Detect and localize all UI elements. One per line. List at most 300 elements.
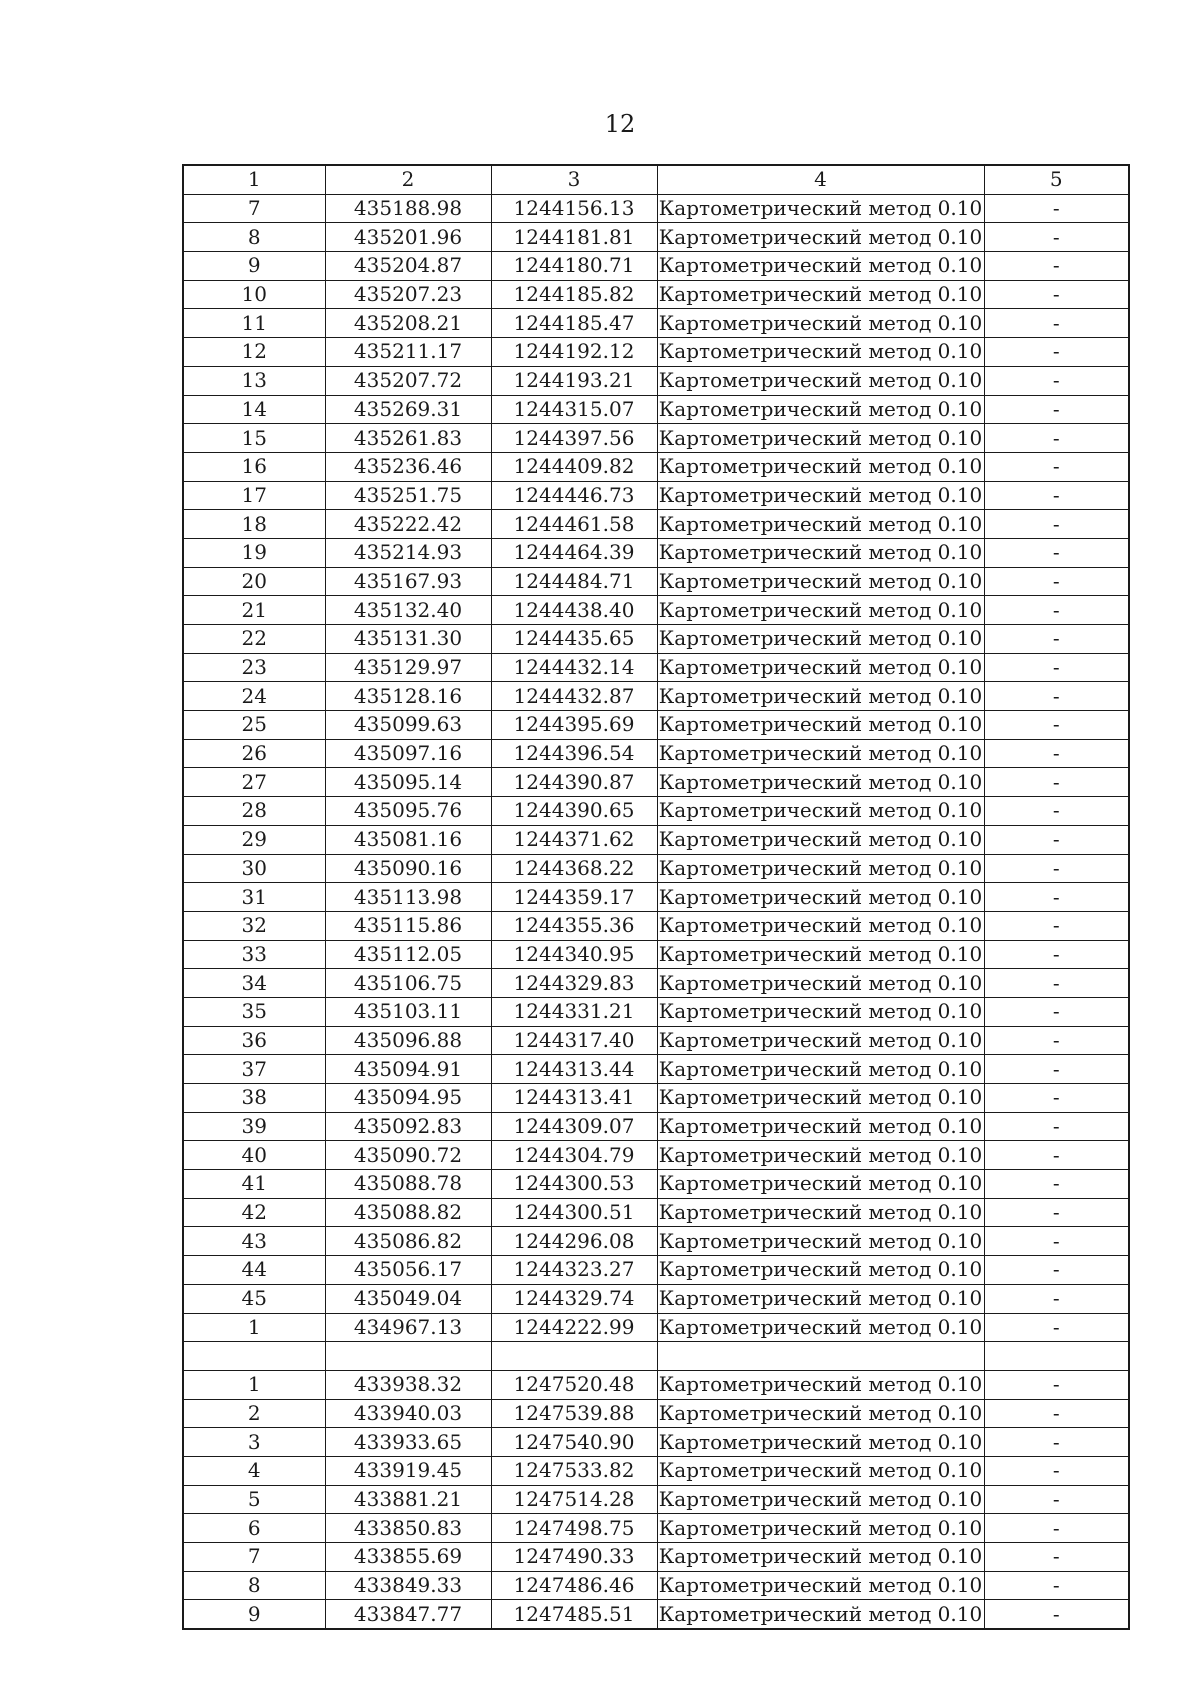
point-number-cell: 45 [183, 1284, 325, 1313]
method-cell: Картометрический метод 0.10 [657, 1256, 984, 1285]
table-row [183, 194, 1129, 223]
point-number-cell: 26 [183, 739, 325, 768]
table-row [183, 711, 1129, 740]
method-cell: Картометрический метод 0.10 [657, 510, 984, 539]
method-cell: Картометрический метод 0.10 [657, 1141, 984, 1170]
table-row [183, 1227, 1129, 1256]
table-row [183, 481, 1129, 510]
y-coordinate-cell: 1244315.07 [491, 395, 657, 424]
point-number-cell: 35 [183, 997, 325, 1026]
point-number-cell: 30 [183, 854, 325, 883]
header-cell-3: 3 [491, 165, 657, 194]
table-row [183, 567, 1129, 596]
method-cell: Картометрический метод 0.10 [657, 940, 984, 969]
method-cell: Картометрический метод 0.10 [657, 1571, 984, 1600]
x-coordinate-cell: 435099.63 [325, 711, 491, 740]
table-row [183, 1600, 1129, 1629]
y-coordinate-cell: 1244355.36 [491, 911, 657, 940]
note-cell: - [984, 194, 1129, 223]
x-coordinate-cell: 435094.91 [325, 1055, 491, 1084]
table-row [183, 252, 1129, 281]
note-cell: - [984, 1026, 1129, 1055]
method-cell: Картометрический метод 0.10 [657, 883, 984, 912]
method-cell: Картометрический метод 0.10 [657, 452, 984, 481]
y-coordinate-cell: 1244329.83 [491, 969, 657, 998]
x-coordinate-cell: 435132.40 [325, 596, 491, 625]
method-cell: Картометрический метод 0.10 [657, 739, 984, 768]
note-cell: - [984, 883, 1129, 912]
point-number-cell: 41 [183, 1170, 325, 1199]
note-cell: - [984, 1514, 1129, 1543]
note-cell: - [984, 252, 1129, 281]
table-row [183, 1514, 1129, 1543]
x-coordinate-cell: 435131.30 [325, 625, 491, 654]
x-coordinate-cell: 435269.31 [325, 395, 491, 424]
y-coordinate-cell: 1244185.47 [491, 309, 657, 338]
table-row [183, 940, 1129, 969]
point-number-cell: 37 [183, 1055, 325, 1084]
y-coordinate-cell: 1244331.21 [491, 997, 657, 1026]
point-number-cell: 7 [183, 1543, 325, 1572]
y-coordinate-cell: 1244192.12 [491, 338, 657, 367]
header-row [183, 165, 1129, 194]
point-number-cell: 22 [183, 625, 325, 654]
table-row [183, 366, 1129, 395]
y-coordinate-cell: 1244340.95 [491, 940, 657, 969]
point-number-cell: 17 [183, 481, 325, 510]
method-cell: Картометрический метод 0.10 [657, 1170, 984, 1199]
table-row [183, 797, 1129, 826]
method-cell: Картометрический метод 0.10 [657, 1284, 984, 1313]
note-cell: - [984, 1313, 1129, 1342]
point-number-cell: 39 [183, 1112, 325, 1141]
note-cell: - [984, 711, 1129, 740]
x-coordinate-cell: 433919.45 [325, 1456, 491, 1485]
note-cell: - [984, 1170, 1129, 1199]
x-coordinate-cell: 435201.96 [325, 223, 491, 252]
x-coordinate-cell: 433933.65 [325, 1428, 491, 1457]
point-number-cell: 2 [183, 1399, 325, 1428]
method-cell: Картометрический метод 0.10 [657, 1543, 984, 1572]
point-number-cell: 21 [183, 596, 325, 625]
table-row [183, 596, 1129, 625]
point-number-cell: 34 [183, 969, 325, 998]
point-number-cell: 3 [183, 1428, 325, 1457]
note-cell: - [984, 1543, 1129, 1572]
x-coordinate-cell: 435088.78 [325, 1170, 491, 1199]
x-coordinate-cell: 433940.03 [325, 1399, 491, 1428]
table-row [183, 538, 1129, 567]
y-coordinate-cell: 1247485.51 [491, 1600, 657, 1629]
note-cell: - [984, 309, 1129, 338]
table-row [183, 1198, 1129, 1227]
x-coordinate-cell: 433849.33 [325, 1571, 491, 1600]
point-number-cell: 18 [183, 510, 325, 539]
y-coordinate-cell: 1244446.73 [491, 481, 657, 510]
table-row [183, 1055, 1129, 1084]
table-row [183, 997, 1129, 1026]
point-number-cell: 19 [183, 538, 325, 567]
method-cell: Картометрический метод 0.10 [657, 1370, 984, 1399]
method-cell: Картометрический метод 0.10 [657, 538, 984, 567]
note-cell: - [984, 1571, 1129, 1600]
note-cell: - [984, 825, 1129, 854]
table-row [183, 424, 1129, 453]
table-row [183, 1485, 1129, 1514]
point-number-cell: 8 [183, 223, 325, 252]
table-row [183, 911, 1129, 940]
table-row [183, 625, 1129, 654]
note-cell: - [984, 653, 1129, 682]
table-row [183, 1399, 1129, 1428]
x-coordinate-cell: 435094.95 [325, 1084, 491, 1113]
y-coordinate-cell: 1244368.22 [491, 854, 657, 883]
point-number-cell: 10 [183, 280, 325, 309]
method-cell: Картометрический метод 0.10 [657, 1399, 984, 1428]
y-coordinate-cell: 1244371.62 [491, 825, 657, 854]
method-cell: Картометрический метод 0.10 [657, 1055, 984, 1084]
y-coordinate-cell: 1247520.48 [491, 1370, 657, 1399]
method-cell: Картометрический метод 0.10 [657, 194, 984, 223]
note-cell: - [984, 538, 1129, 567]
table-row [183, 395, 1129, 424]
method-cell: Картометрический метод 0.10 [657, 1313, 984, 1342]
y-coordinate-cell: 1244397.56 [491, 424, 657, 453]
x-coordinate-cell: 435204.87 [325, 252, 491, 281]
method-cell: Картометрический метод 0.10 [657, 338, 984, 367]
y-coordinate-cell: 1244390.65 [491, 797, 657, 826]
method-cell: Картометрический метод 0.10 [657, 911, 984, 940]
y-coordinate-cell: 1247540.90 [491, 1428, 657, 1457]
method-cell: Картометрический метод 0.10 [657, 1428, 984, 1457]
point-number-cell: 8 [183, 1571, 325, 1600]
y-coordinate-cell: 1244300.51 [491, 1198, 657, 1227]
x-coordinate-cell: 433855.69 [325, 1543, 491, 1572]
x-coordinate-cell: 435081.16 [325, 825, 491, 854]
x-coordinate-cell: 435222.42 [325, 510, 491, 539]
note-cell: - [984, 223, 1129, 252]
table-row [183, 510, 1129, 539]
note-cell: - [984, 1198, 1129, 1227]
y-coordinate-cell: 1244432.87 [491, 682, 657, 711]
x-coordinate-cell: 435112.05 [325, 940, 491, 969]
table-row [183, 653, 1129, 682]
y-coordinate-cell: 1244435.65 [491, 625, 657, 654]
note-cell: - [984, 280, 1129, 309]
note-cell: - [984, 1227, 1129, 1256]
method-cell: Картометрический метод 0.10 [657, 567, 984, 596]
header-cell-5: 5 [984, 165, 1129, 194]
note-cell: - [984, 797, 1129, 826]
point-number-cell: 28 [183, 797, 325, 826]
y-coordinate-cell: 1244300.53 [491, 1170, 657, 1199]
method-cell: Картометрический метод 0.10 [657, 424, 984, 453]
note-cell: - [984, 625, 1129, 654]
x-coordinate-cell: 435207.23 [325, 280, 491, 309]
note-cell: - [984, 1256, 1129, 1285]
method-cell [657, 1342, 984, 1371]
x-coordinate-cell: 433847.77 [325, 1600, 491, 1629]
y-coordinate-cell: 1244390.87 [491, 768, 657, 797]
table-row [183, 969, 1129, 998]
point-number-cell: 9 [183, 252, 325, 281]
note-cell: - [984, 969, 1129, 998]
table-row [183, 1284, 1129, 1313]
method-cell: Картометрический метод 0.10 [657, 596, 984, 625]
method-cell: Картометрический метод 0.10 [657, 825, 984, 854]
point-number-cell: 25 [183, 711, 325, 740]
table-row [183, 1571, 1129, 1600]
x-coordinate-cell: 435207.72 [325, 366, 491, 395]
method-cell: Картометрический метод 0.10 [657, 252, 984, 281]
x-coordinate-cell: 435097.16 [325, 739, 491, 768]
y-coordinate-cell: 1244181.81 [491, 223, 657, 252]
table-row [183, 883, 1129, 912]
note-cell: - [984, 1399, 1129, 1428]
table-row [183, 1543, 1129, 1572]
header-cell-4: 4 [657, 165, 984, 194]
table-body [183, 194, 1129, 1629]
point-number-cell: 6 [183, 1514, 325, 1543]
y-coordinate-cell: 1244484.71 [491, 567, 657, 596]
note-cell: - [984, 911, 1129, 940]
y-coordinate-cell: 1244313.41 [491, 1084, 657, 1113]
point-number-cell [183, 1342, 325, 1371]
point-number-cell: 23 [183, 653, 325, 682]
y-coordinate-cell: 1244313.44 [491, 1055, 657, 1084]
y-coordinate-cell: 1247539.88 [491, 1399, 657, 1428]
y-coordinate-cell: 1244185.82 [491, 280, 657, 309]
page-number: 12 [604, 110, 636, 138]
x-coordinate-cell: 435261.83 [325, 424, 491, 453]
table-row [183, 768, 1129, 797]
x-coordinate-cell: 435056.17 [325, 1256, 491, 1285]
x-coordinate-cell: 435167.93 [325, 567, 491, 596]
note-cell: - [984, 452, 1129, 481]
point-number-cell: 29 [183, 825, 325, 854]
point-number-cell: 44 [183, 1256, 325, 1285]
point-number-cell: 7 [183, 194, 325, 223]
point-number-cell: 24 [183, 682, 325, 711]
point-number-cell: 32 [183, 911, 325, 940]
method-cell: Картометрический метод 0.10 [657, 682, 984, 711]
x-coordinate-cell: 435049.04 [325, 1284, 491, 1313]
table-row [183, 223, 1129, 252]
y-coordinate-cell [491, 1342, 657, 1371]
table-row [183, 825, 1129, 854]
method-cell: Картометрический метод 0.10 [657, 1227, 984, 1256]
note-cell: - [984, 1456, 1129, 1485]
point-number-cell: 27 [183, 768, 325, 797]
point-number-cell: 15 [183, 424, 325, 453]
note-cell: - [984, 1055, 1129, 1084]
x-coordinate-cell: 435129.97 [325, 653, 491, 682]
x-coordinate-cell: 435092.83 [325, 1112, 491, 1141]
table-row [183, 739, 1129, 768]
table-row [183, 1256, 1129, 1285]
y-coordinate-cell: 1244323.27 [491, 1256, 657, 1285]
note-cell: - [984, 940, 1129, 969]
note-cell: - [984, 1428, 1129, 1457]
method-cell: Картометрический метод 0.10 [657, 280, 984, 309]
y-coordinate-cell: 1244396.54 [491, 739, 657, 768]
method-cell: Картометрический метод 0.10 [657, 481, 984, 510]
method-cell: Картометрический метод 0.10 [657, 309, 984, 338]
point-number-cell: 33 [183, 940, 325, 969]
y-coordinate-cell: 1247514.28 [491, 1485, 657, 1514]
x-coordinate-cell: 435113.98 [325, 883, 491, 912]
y-coordinate-cell: 1244438.40 [491, 596, 657, 625]
x-coordinate-cell: 435106.75 [325, 969, 491, 998]
y-coordinate-cell: 1247490.33 [491, 1543, 657, 1572]
y-coordinate-cell: 1244193.21 [491, 366, 657, 395]
y-coordinate-cell: 1247486.46 [491, 1571, 657, 1600]
note-cell: - [984, 854, 1129, 883]
table-row [183, 682, 1129, 711]
x-coordinate-cell: 435214.93 [325, 538, 491, 567]
header-cell-1: 1 [183, 165, 325, 194]
method-cell: Картометрический метод 0.10 [657, 1084, 984, 1113]
coordinates-table [182, 164, 1130, 1630]
table-row [183, 1456, 1129, 1485]
x-coordinate-cell: 435086.82 [325, 1227, 491, 1256]
point-number-cell: 1 [183, 1370, 325, 1399]
x-coordinate-cell: 435236.46 [325, 452, 491, 481]
y-coordinate-cell: 1247498.75 [491, 1514, 657, 1543]
note-cell: - [984, 338, 1129, 367]
note-cell: - [984, 1112, 1129, 1141]
x-coordinate-cell: 434967.13 [325, 1313, 491, 1342]
y-coordinate-cell: 1244222.99 [491, 1313, 657, 1342]
table-row [183, 309, 1129, 338]
x-coordinate-cell: 433881.21 [325, 1485, 491, 1514]
y-coordinate-cell: 1244309.07 [491, 1112, 657, 1141]
method-cell: Картометрический метод 0.10 [657, 854, 984, 883]
x-coordinate-cell: 435095.76 [325, 797, 491, 826]
x-coordinate-cell: 435103.11 [325, 997, 491, 1026]
table-row [183, 1170, 1129, 1199]
y-coordinate-cell: 1244432.14 [491, 653, 657, 682]
point-number-cell: 31 [183, 883, 325, 912]
y-coordinate-cell: 1244180.71 [491, 252, 657, 281]
point-number-cell: 4 [183, 1456, 325, 1485]
note-cell: - [984, 1370, 1129, 1399]
note-cell [984, 1342, 1129, 1371]
note-cell: - [984, 424, 1129, 453]
x-coordinate-cell: 435095.14 [325, 768, 491, 797]
note-cell: - [984, 395, 1129, 424]
table-row [183, 1342, 1129, 1371]
table-row [183, 1428, 1129, 1457]
y-coordinate-cell: 1244296.08 [491, 1227, 657, 1256]
method-cell: Картометрический метод 0.10 [657, 1198, 984, 1227]
method-cell: Картометрический метод 0.10 [657, 653, 984, 682]
point-number-cell: 11 [183, 309, 325, 338]
y-coordinate-cell: 1244329.74 [491, 1284, 657, 1313]
x-coordinate-cell: 435115.86 [325, 911, 491, 940]
method-cell: Картометрический метод 0.10 [657, 223, 984, 252]
point-number-cell: 1 [183, 1313, 325, 1342]
table-row [183, 1026, 1129, 1055]
table-row [183, 1141, 1129, 1170]
method-cell: Картометрический метод 0.10 [657, 366, 984, 395]
x-coordinate-cell: 435211.17 [325, 338, 491, 367]
y-coordinate-cell: 1247533.82 [491, 1456, 657, 1485]
point-number-cell: 43 [183, 1227, 325, 1256]
y-coordinate-cell: 1244359.17 [491, 883, 657, 912]
note-cell: - [984, 1141, 1129, 1170]
y-coordinate-cell: 1244461.58 [491, 510, 657, 539]
y-coordinate-cell: 1244409.82 [491, 452, 657, 481]
note-cell: - [984, 682, 1129, 711]
note-cell: - [984, 1600, 1129, 1629]
note-cell: - [984, 596, 1129, 625]
y-coordinate-cell: 1244395.69 [491, 711, 657, 740]
x-coordinate-cell: 435188.98 [325, 194, 491, 223]
method-cell: Картометрический метод 0.10 [657, 711, 984, 740]
note-cell: - [984, 366, 1129, 395]
table-row [183, 452, 1129, 481]
method-cell: Картометрический метод 0.10 [657, 1112, 984, 1141]
x-coordinate-cell: 435090.72 [325, 1141, 491, 1170]
x-coordinate-cell: 435096.88 [325, 1026, 491, 1055]
point-number-cell: 13 [183, 366, 325, 395]
y-coordinate-cell: 1244304.79 [491, 1141, 657, 1170]
note-cell: - [984, 1284, 1129, 1313]
point-number-cell: 5 [183, 1485, 325, 1514]
point-number-cell: 16 [183, 452, 325, 481]
point-number-cell: 42 [183, 1198, 325, 1227]
table-row [183, 1313, 1129, 1342]
x-coordinate-cell: 435208.21 [325, 309, 491, 338]
point-number-cell: 14 [183, 395, 325, 424]
x-coordinate-cell: 433938.32 [325, 1370, 491, 1399]
note-cell: - [984, 739, 1129, 768]
table-row [183, 280, 1129, 309]
header-cell-2: 2 [325, 165, 491, 194]
point-number-cell: 38 [183, 1084, 325, 1113]
note-cell: - [984, 567, 1129, 596]
note-cell: - [984, 1084, 1129, 1113]
point-number-cell: 36 [183, 1026, 325, 1055]
x-coordinate-cell: 435088.82 [325, 1198, 491, 1227]
point-number-cell: 9 [183, 1600, 325, 1629]
point-number-cell: 20 [183, 567, 325, 596]
method-cell: Картометрический метод 0.10 [657, 1485, 984, 1514]
point-number-cell: 12 [183, 338, 325, 367]
method-cell: Картометрический метод 0.10 [657, 1456, 984, 1485]
x-coordinate-cell [325, 1342, 491, 1371]
note-cell: - [984, 1485, 1129, 1514]
point-number-cell: 40 [183, 1141, 325, 1170]
table-row [183, 854, 1129, 883]
note-cell: - [984, 768, 1129, 797]
method-cell: Картометрический метод 0.10 [657, 969, 984, 998]
table-row [183, 1112, 1129, 1141]
y-coordinate-cell: 1244156.13 [491, 194, 657, 223]
y-coordinate-cell: 1244464.39 [491, 538, 657, 567]
method-cell: Картометрический метод 0.10 [657, 1514, 984, 1543]
x-coordinate-cell: 433850.83 [325, 1514, 491, 1543]
y-coordinate-cell: 1244317.40 [491, 1026, 657, 1055]
table-header [183, 165, 1129, 194]
x-coordinate-cell: 435128.16 [325, 682, 491, 711]
method-cell: Картометрический метод 0.10 [657, 768, 984, 797]
table-row [183, 1370, 1129, 1399]
note-cell: - [984, 510, 1129, 539]
method-cell: Картометрический метод 0.10 [657, 395, 984, 424]
note-cell: - [984, 481, 1129, 510]
